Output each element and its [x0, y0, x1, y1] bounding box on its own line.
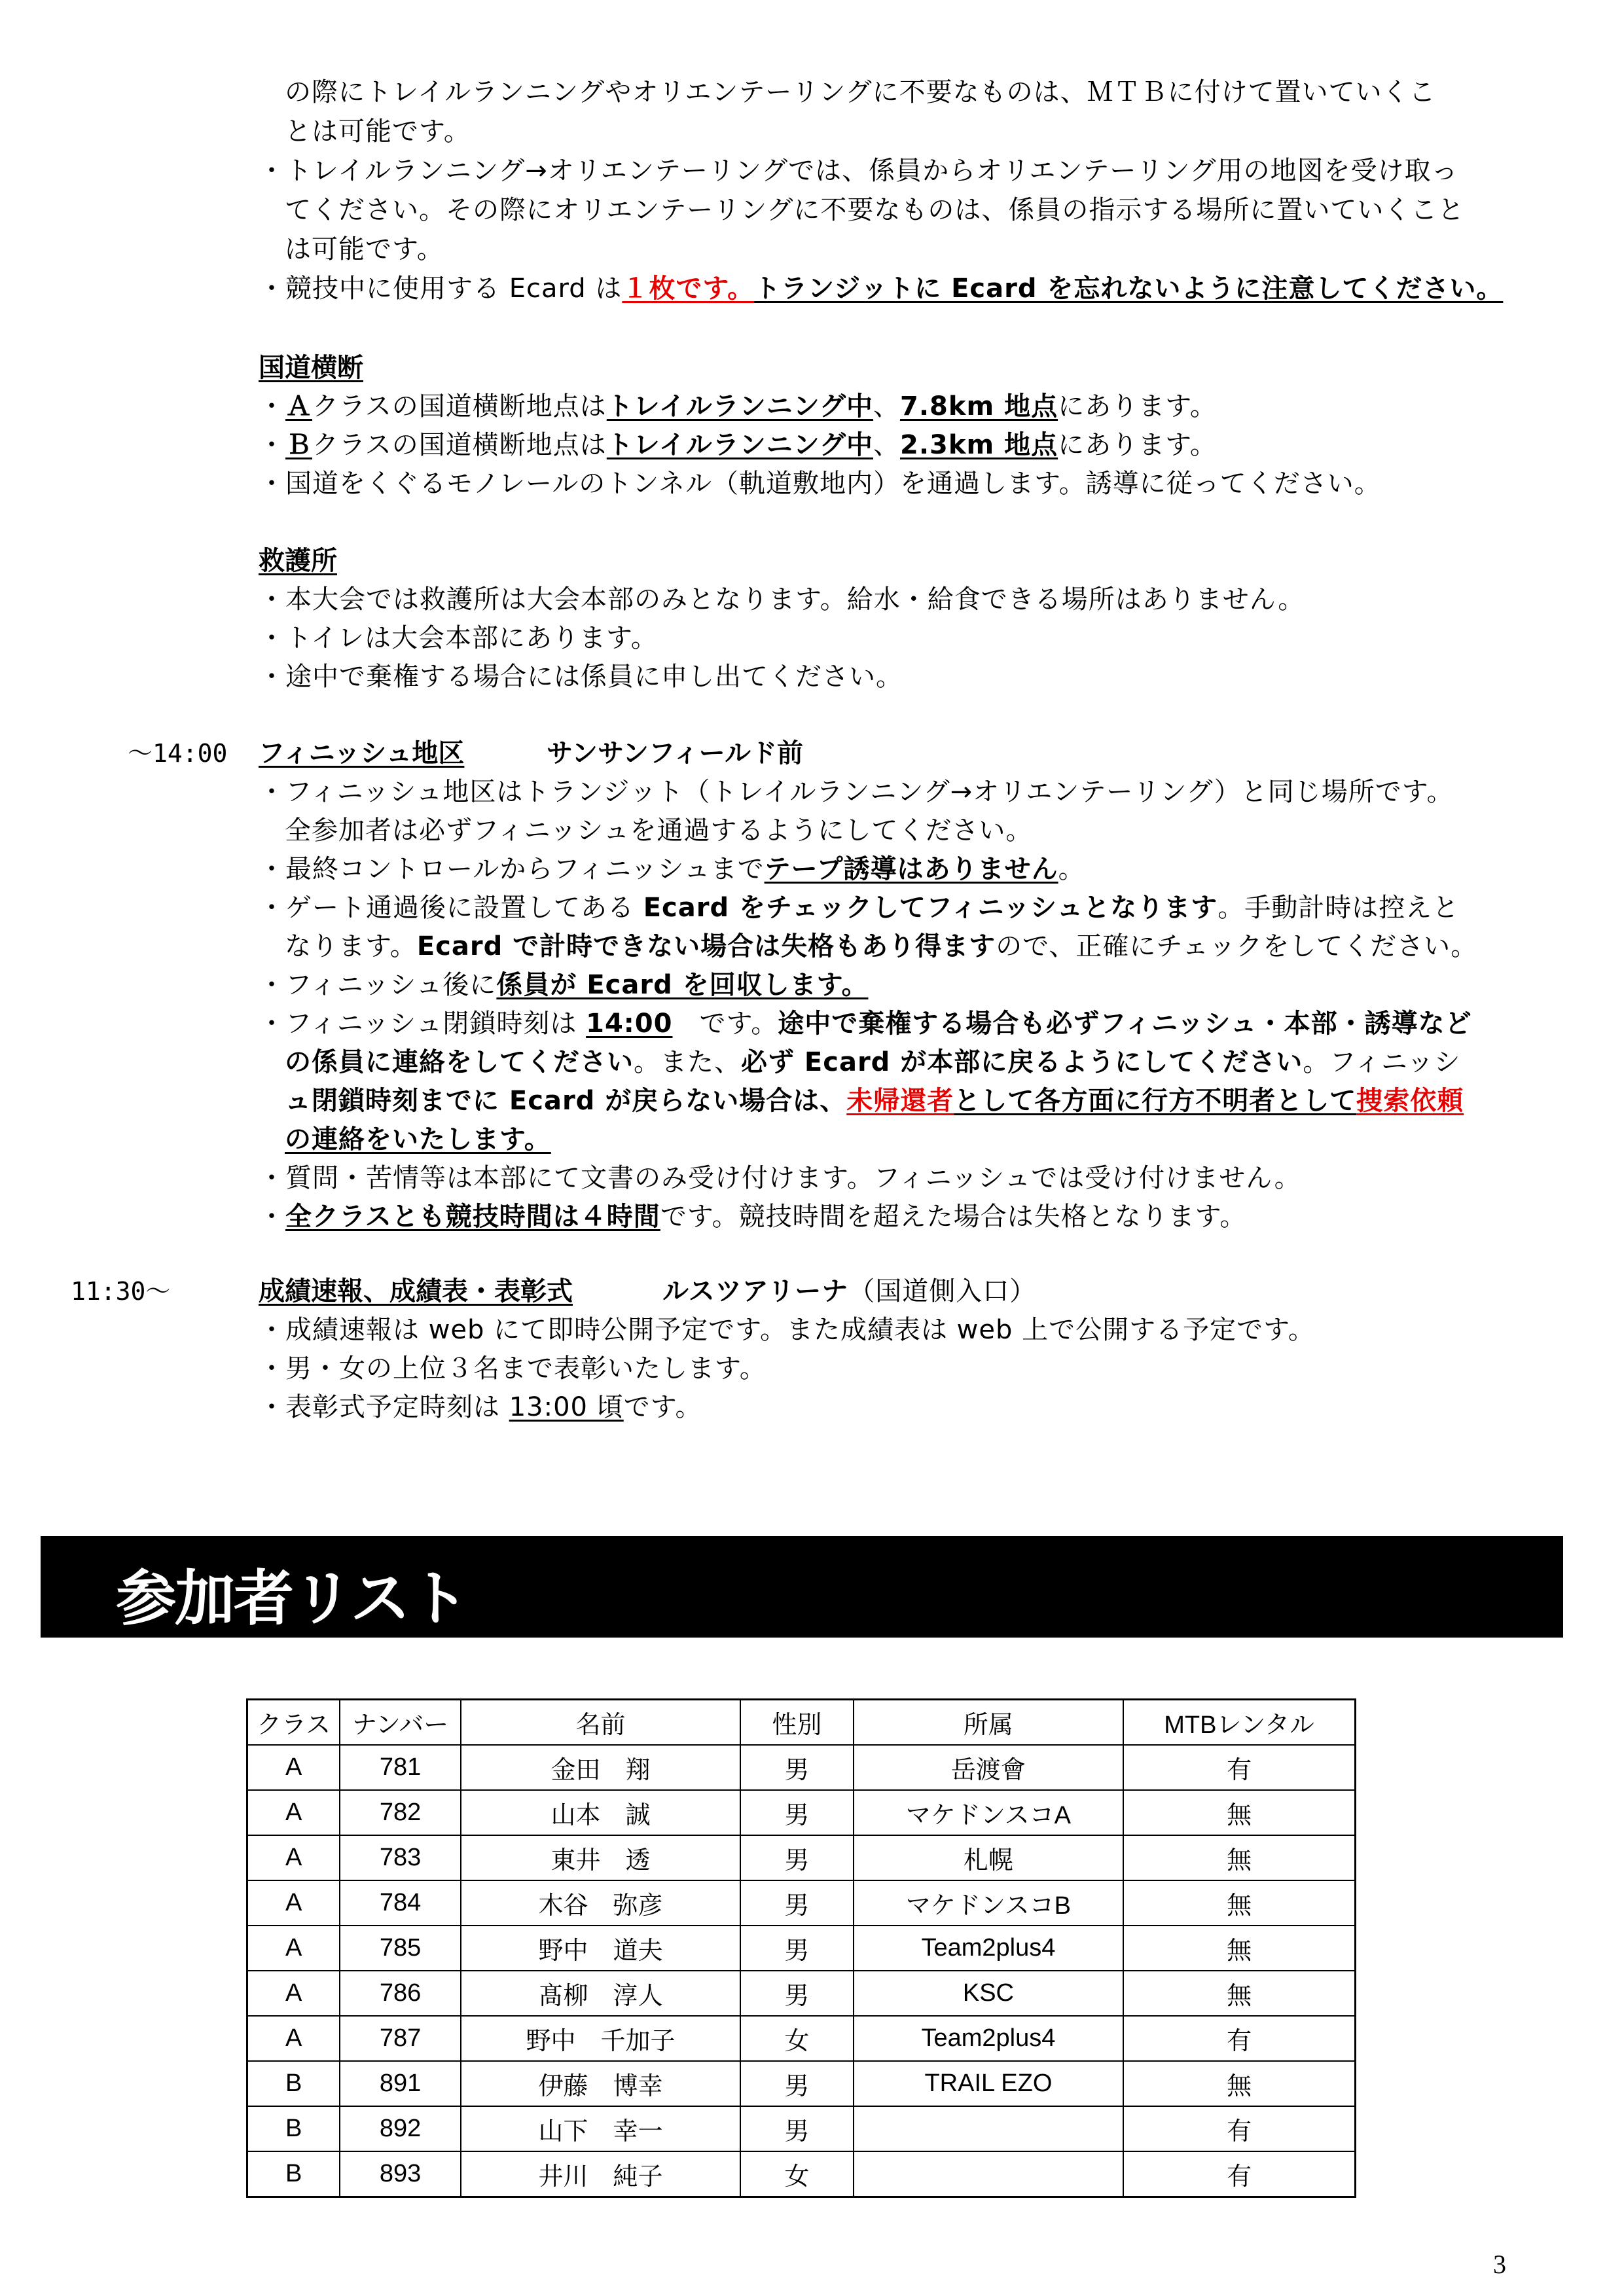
cell-affiliation: マケドンスコB — [854, 1880, 1123, 1926]
cell-affiliation: 札幌 — [854, 1835, 1123, 1880]
finish-note: ・最終コントロールからフィニッシュまでテープ誘導はありません。 — [259, 854, 1085, 884]
cell-number: 785 — [340, 1926, 461, 1971]
cell-mtb-rental: 無 — [1123, 1880, 1355, 1926]
cell-number: 786 — [340, 1971, 461, 2016]
table-row — [247, 1835, 1356, 1880]
aid-note: ・本大会では救護所は大会本部のみとなります。給水・給食できる場所はありません。 — [259, 584, 1305, 615]
cell-name: 山下 幸一 — [461, 2106, 740, 2151]
col-header-gender: 性別 — [740, 1700, 854, 1746]
cell-name: 山本 誠 — [461, 1790, 740, 1835]
ecard-warning: トランジットに Ecard を忘れないように注意してください。 — [754, 274, 1504, 304]
cell-mtb-rental: 無 — [1123, 1971, 1355, 2016]
table-row — [247, 2061, 1356, 2106]
cell-gender: 女 — [740, 2151, 854, 2197]
cell-affiliation: Team2plus4 — [854, 1926, 1123, 1971]
transit-note-line: とは可能です。 — [285, 117, 471, 147]
cell-name: 井川 純子 — [461, 2151, 740, 2197]
col-header-mtb-rental: MTBレンタル — [1123, 1700, 1355, 1746]
finish-place: サンサンフィールド前 — [547, 738, 803, 768]
finish-note: ・質問・苦情等は本部にて文書のみ受け付けます。フィニッシュでは受け付けません。 — [259, 1163, 1301, 1193]
finish-note: なります。Ecard で計時できない場合は失格もあり得ますので、正確にチェックをしてください。 — [285, 931, 1478, 961]
participant-list-title: 参加者リスト — [116, 1564, 469, 1634]
cell-class: A — [247, 1745, 340, 1790]
table-row — [247, 2106, 1356, 2151]
cell-mtb-rental: 有 — [1123, 1745, 1355, 1790]
finish-time: ～14:00 — [128, 739, 228, 768]
finish-note: ・フィニッシュ地区はトランジット（トレイルランニング→オリエンテーリング）と同じ場所です。 — [259, 777, 1454, 807]
cell-class: A — [247, 1971, 340, 2016]
table-row — [247, 2016, 1356, 2061]
table-row — [247, 1926, 1356, 1971]
cell-mtb-rental: 有 — [1123, 2106, 1355, 2151]
page-number: 3 — [1493, 2250, 1506, 2279]
cell-number: 787 — [340, 2016, 461, 2061]
cell-gender: 男 — [740, 2061, 854, 2106]
cell-gender: 男 — [740, 2106, 854, 2151]
cell-number: 893 — [340, 2151, 461, 2197]
finish-note: 全参加者は必ずフィニッシュを通過するようにしてください。 — [285, 816, 1033, 846]
table-row — [247, 1745, 1356, 1790]
cell-number: 782 — [340, 1790, 461, 1835]
cell-gender: 男 — [740, 1926, 854, 1971]
finish-note: ・フィニッシュ後に係員が Ecard を回収します。 — [259, 970, 869, 1000]
cell-class: B — [247, 2061, 340, 2106]
finish-close-note: の連絡をいたします。 — [285, 1124, 551, 1155]
ecard-note: ・競技中に使用する Ecard は１枚です。トランジットに Ecard を忘れないように注意してください。 — [259, 274, 1504, 304]
cell-gender: 女 — [740, 2016, 854, 2061]
cell-affiliation: マケドンスコA — [854, 1790, 1123, 1835]
results-note: ・成績速報は web にて即時公開予定です。また成績表は web 上で公開する予定です。 — [259, 1315, 1315, 1345]
cell-number: 891 — [340, 2061, 461, 2106]
cell-name: 伊藤 博幸 — [461, 2061, 740, 2106]
finish-close-time: ・フィニッシュ閉鎖時刻は 14:00 です。途中で棄権する場合も必ずフィニッシュ・本部・誘導など — [259, 1009, 1472, 1039]
cell-number: 784 — [340, 1880, 461, 1926]
cell-number: 783 — [340, 1835, 461, 1880]
cell-mtb-rental: 無 — [1123, 1835, 1355, 1880]
cell-class: A — [247, 1835, 340, 1880]
cell-number: 892 — [340, 2106, 461, 2151]
col-header-class: クラス — [247, 1700, 340, 1746]
cell-affiliation — [854, 2106, 1123, 2151]
transit-note-line: てください。その際にオリエンテーリングに不要なものは、係員の指示する場所に置いていくこと — [285, 195, 1465, 225]
cell-mtb-rental: 有 — [1123, 2016, 1355, 2061]
transit-note-line: の際にトレイルランニングやオリエンテーリングに不要なものは、ＭＴＢに付けて置いていくこ — [285, 77, 1436, 107]
cell-name: 金田 翔 — [461, 1745, 740, 1790]
cell-mtb-rental: 無 — [1123, 1790, 1355, 1835]
cell-name: 野中 道夫 — [461, 1926, 740, 1971]
cell-class: A — [247, 1790, 340, 1835]
results-heading: 成績速報、成績表・表彰式 — [259, 1276, 573, 1306]
aid-note: ・途中で棄権する場合には係員に申し出てください。 — [259, 662, 903, 692]
table-row — [247, 1790, 1356, 1835]
cell-class: B — [247, 2151, 340, 2197]
finish-note: ・ゲート通過後に設置してある Ecard をチェックしてフィニッシュとなります。手動計時は控えと — [259, 893, 1460, 923]
finish-heading: フィニッシュ地区 — [259, 738, 465, 768]
cell-number: 781 — [340, 1745, 461, 1790]
cell-class: A — [247, 1880, 340, 1926]
results-note: ・表彰式予定時刻は 13:00 頃です。 — [259, 1392, 702, 1422]
cell-affiliation — [854, 2151, 1123, 2197]
cell-affiliation: KSC — [854, 1971, 1123, 2016]
results-place: ルスツアリーナ（国道側入口） — [662, 1276, 1037, 1306]
aid-note: ・トイレは大会本部にあります。 — [259, 623, 658, 653]
cell-name: 野中 千加子 — [461, 2016, 740, 2061]
aid-station-heading: 救護所 — [259, 546, 337, 576]
finish-note: ・全クラスとも競技時間は４時間です。競技時間を超えた場合は失格となります。 — [259, 1202, 1247, 1232]
col-header-affiliation: 所属 — [854, 1700, 1123, 1746]
cell-name: 木谷 弥彦 — [461, 1880, 740, 1926]
cell-class: A — [247, 1926, 340, 1971]
cell-class: B — [247, 2106, 340, 2151]
road-crossing-tunnel: ・国道をくぐるモノレールのトンネル（軌道敷地内）を通過します。誘導に従ってください。 — [259, 469, 1381, 499]
ecard-count: １枚です。 — [622, 274, 755, 304]
cell-gender: 男 — [740, 1790, 854, 1835]
col-header-number: ナンバー — [340, 1700, 461, 1746]
cell-gender: 男 — [740, 1835, 854, 1880]
table-row — [247, 1971, 1356, 2016]
cell-affiliation: 岳渡會 — [854, 1745, 1123, 1790]
cell-gender: 男 — [740, 1745, 854, 1790]
cell-name: 髙柳 淳人 — [461, 1971, 740, 2016]
transit-note-line: は可能です。 — [285, 234, 444, 264]
finish-close-note: の係員に連絡をしてください。また、必ず Ecard が本部に戻るようにしてください。フィニッシ — [285, 1047, 1461, 1077]
transit-note-line: ・トレイルランニング→オリエンテーリングでは、係員からオリエンテーリング用の地図を受け取っ — [259, 156, 1458, 186]
cell-mtb-rental: 無 — [1123, 2061, 1355, 2106]
cell-mtb-rental: 有 — [1123, 2151, 1355, 2197]
table-row — [247, 1880, 1356, 1926]
table-header-row — [247, 1700, 1356, 1746]
road-crossing-a: ・Ａクラスの国道横断地点はトレイルランニング中、7.8km 地点にあります。 — [259, 391, 1217, 422]
road-crossing-b: ・Ｂクラスの国道横断地点はトレイルランニング中、2.3km 地点にあります。 — [259, 430, 1217, 460]
cell-affiliation: Team2plus4 — [854, 2016, 1123, 2061]
table-row — [247, 2151, 1356, 2197]
cell-mtb-rental: 無 — [1123, 1926, 1355, 1971]
participant-list-banner — [41, 1536, 1563, 1638]
finish-close-note: ュ閉鎖時刻までに Ecard が戻らない場合は、未帰還者として各方面に行方不明者として捜索依頼 — [285, 1086, 1464, 1116]
cell-name: 東井 透 — [461, 1835, 740, 1880]
participant-table — [246, 1698, 1356, 2198]
cell-class: A — [247, 2016, 340, 2061]
col-header-name: 名前 — [461, 1700, 740, 1746]
cell-gender: 男 — [740, 1880, 854, 1926]
cell-affiliation: TRAIL EZO — [854, 2061, 1123, 2106]
results-note: ・男・女の上位３名まで表彰いたします。 — [259, 1354, 767, 1384]
road-crossing-heading: 国道横断 — [259, 353, 363, 383]
cell-gender: 男 — [740, 1971, 854, 2016]
results-time: 11:30～ — [71, 1277, 171, 1306]
